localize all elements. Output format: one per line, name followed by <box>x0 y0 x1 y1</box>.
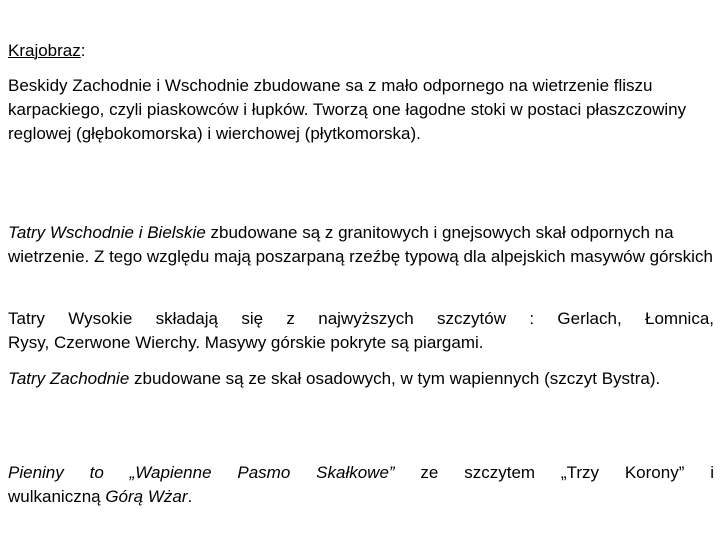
heading-label: Krajobraz <box>8 41 81 60</box>
heading-colon: : <box>80 41 86 60</box>
paragraph-tatry-wschodnie <box>8 221 714 269</box>
wzar-term: Górą Wżar <box>105 487 188 506</box>
paragraph-pieniny <box>8 461 714 509</box>
tatry-wysokie-line-1: Tatry Wysokie składają się z najwyższych szczytów : Gerlach, Łomnica, <box>8 309 714 328</box>
paragraph-tatry-wysokie <box>8 307 714 355</box>
wzar-suffix: . <box>187 487 193 506</box>
section-heading <box>8 40 86 62</box>
paragraph-beskidy: Beskidy Zachodnie i Wschodnie zbudowane sa z mało odpornego na wietrzenie fliszu karpackiego, czyli piaskowców i łupków. Tworzą one łagodne stoki w postaci płaszczowiny reglowej (głębokomorska) i wierchowej (płytkomorska). <box>8 76 687 143</box>
tatry-wschodnie-term: Tatry Wschodnie i Bielskie <box>8 223 206 242</box>
tatry-wschodnie-text: zbudowane są z granitowych i gnejsowych skał odpornych na wietrzenie. Z tego względu mają poszarpaną rzeźbę typową dla alpejskich masywów górskich <box>8 223 713 266</box>
tatry-wysokie-line-2: Rysy, Czerwone Wierchy. Masywy górskie pokryte są piargami. <box>8 333 484 352</box>
tatry-zachodnie-text: zbudowane są ze skał osadowych, w tym wapiennych (szczyt Bystra). <box>129 369 661 388</box>
pieniny-line-1 <box>8 461 714 485</box>
wzar-prefix: wulkaniczną <box>8 487 106 506</box>
pieniny-line-2 <box>8 487 192 506</box>
tatry-zachodnie-term: Tatry Zachodnie <box>8 369 130 388</box>
pieniny-term: Pieniny to „Wapienne Pasmo Skałkowe” <box>8 463 395 482</box>
paragraph-tatry-zachodnie <box>8 367 714 391</box>
pieniny-text: ze szczytem „Trzy Korony” i <box>394 463 714 482</box>
